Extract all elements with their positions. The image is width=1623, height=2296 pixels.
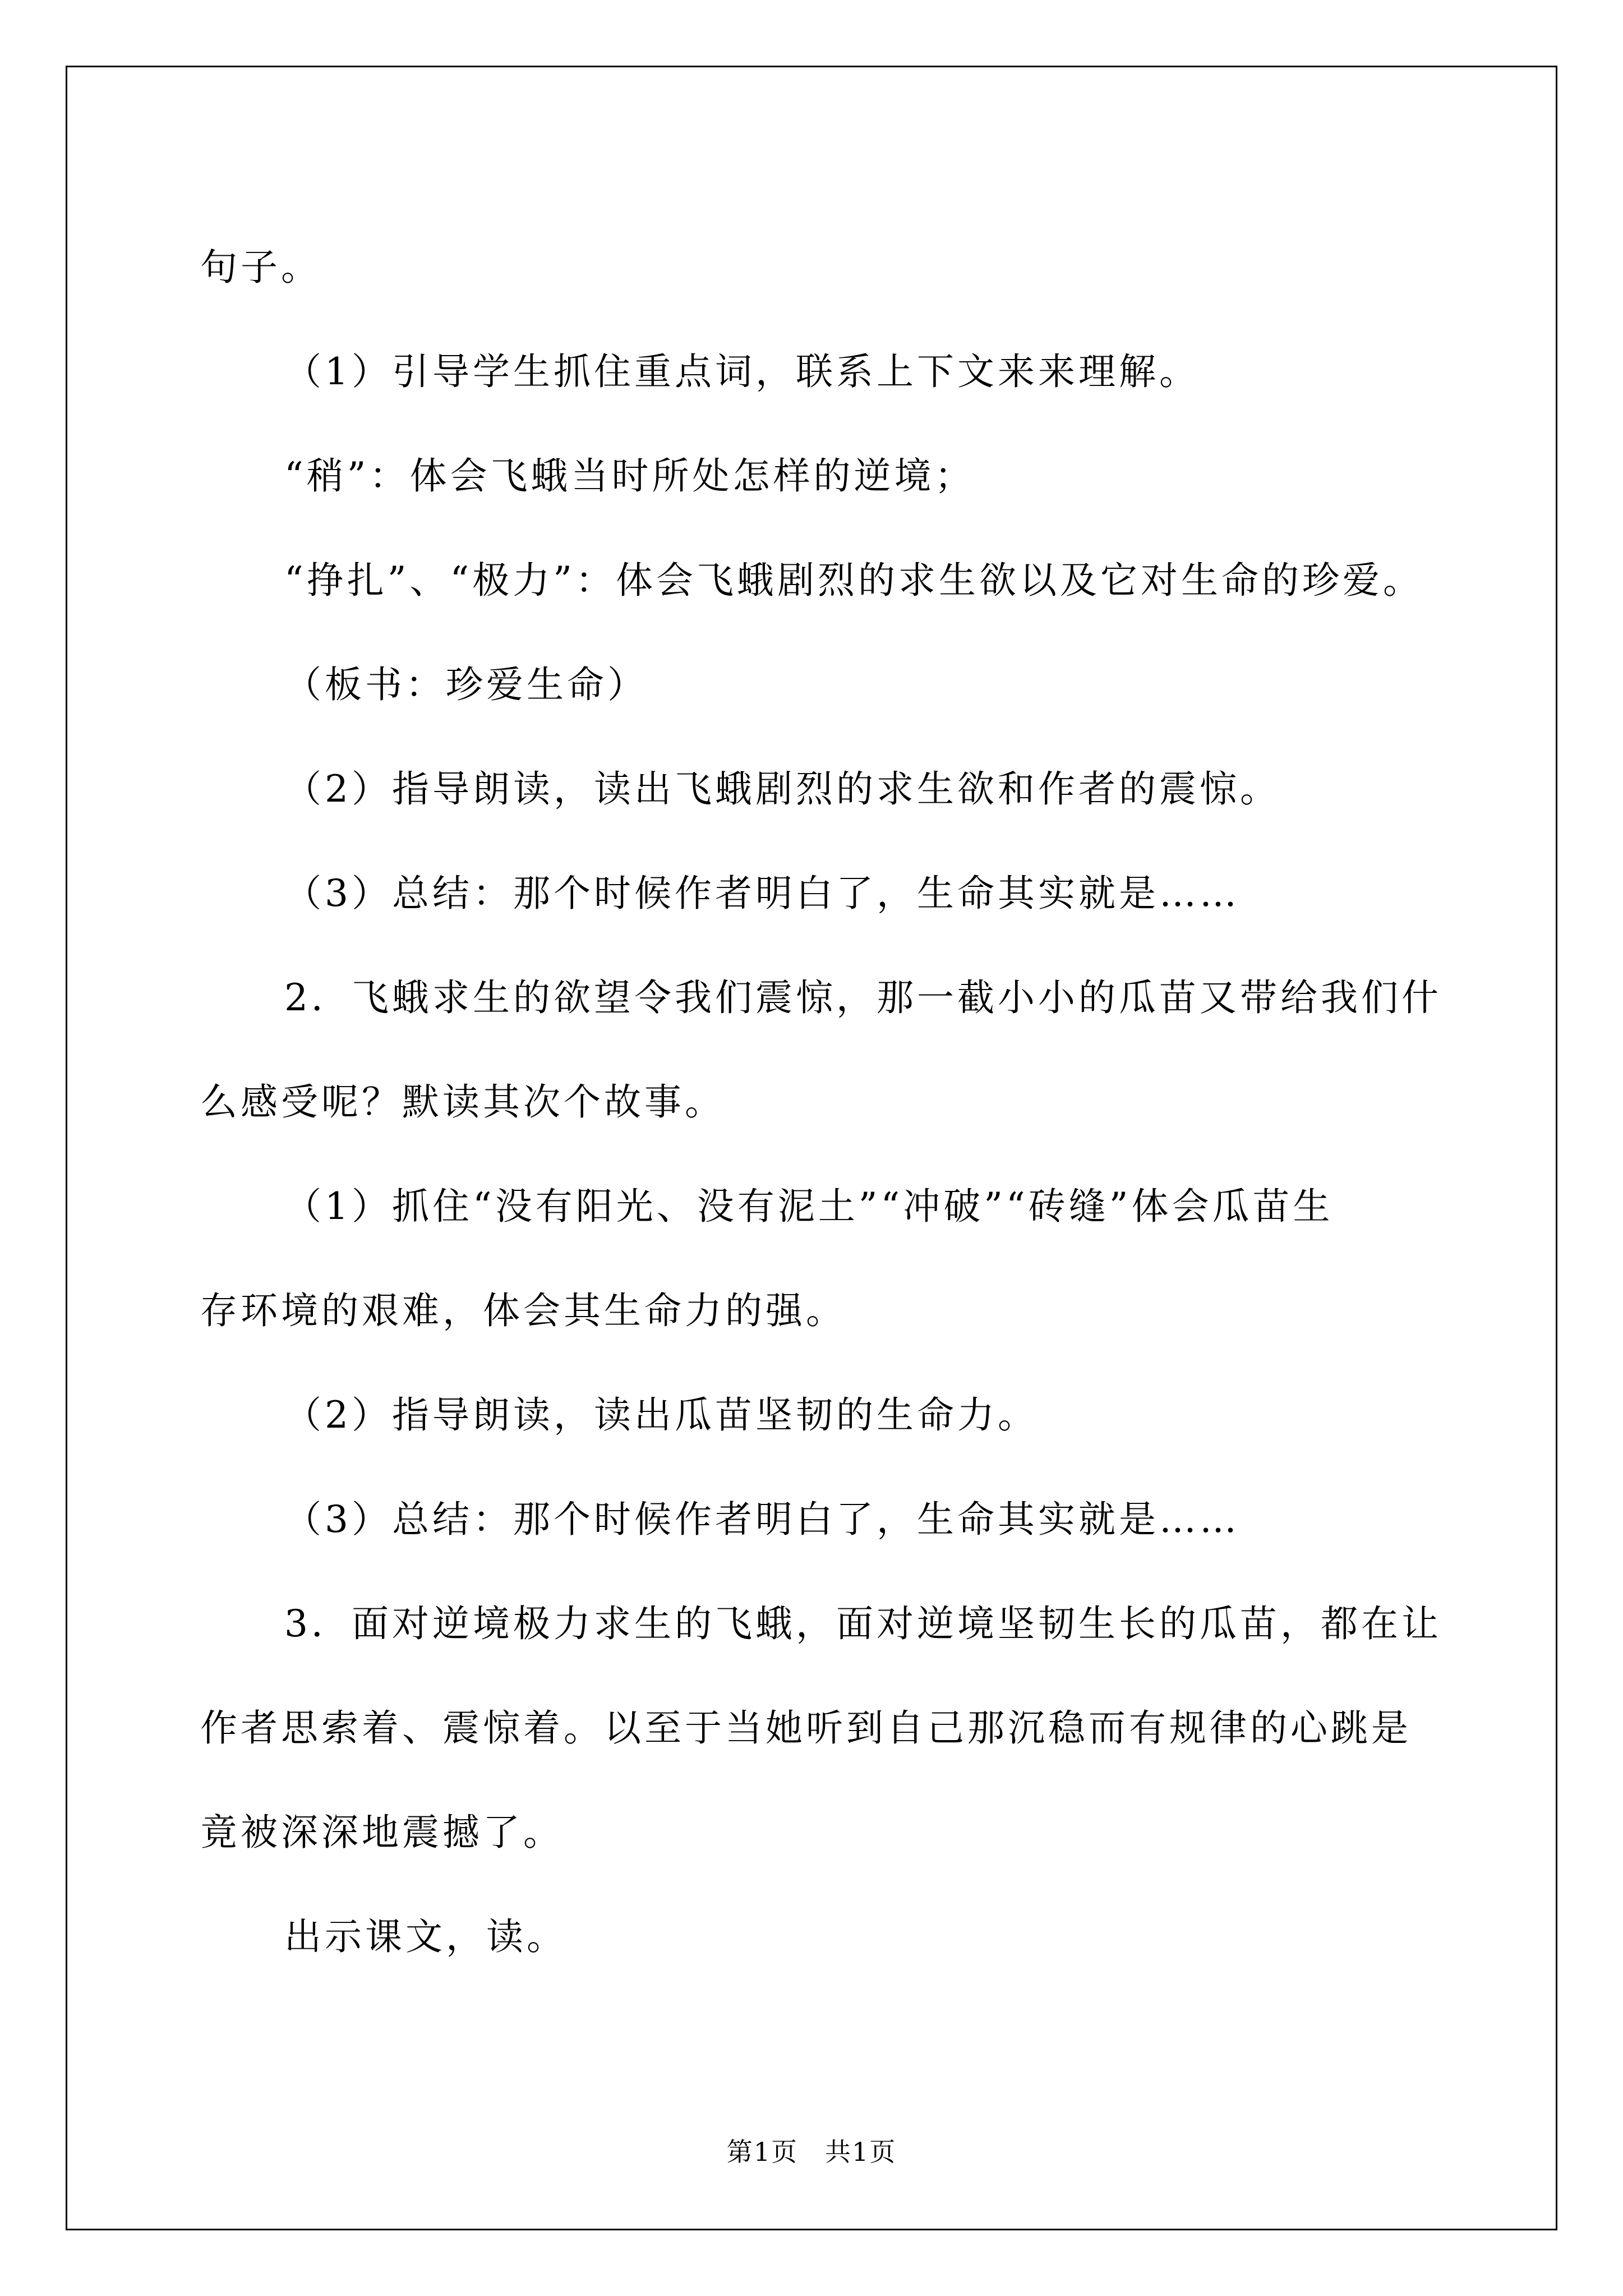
paragraph: （1）引导学生抓住重点词，联系上下文来来理解。 <box>284 350 1200 393</box>
paragraph: （2）指导朗读，读出飞蛾剧烈的求生欲和作者的震惊。 <box>284 767 1280 811</box>
paragraph: （3）总结：那个时候作者明白了，生命其实就是…… <box>284 1498 1240 1541</box>
paragraph: 竟被深深地震撼了。 <box>200 1811 564 1854</box>
paragraph: （板书：珍爱生命） <box>284 663 648 706</box>
document-body <box>200 215 1442 1989</box>
paragraph: 出示课文，读。 <box>284 1915 567 1958</box>
paragraph: 作者思索着、震惊着。以至于当她听到自己那沉稳而有规律的心跳是 <box>200 1706 1412 1750</box>
paragraph: 句子。 <box>200 246 321 289</box>
paragraph: 2．飞蛾求生的欲望令我们震惊，那一截小小的瓜苗又带给我们什 <box>284 976 1442 1019</box>
paragraph: 3．面对逆境极力求生的飞蛾，面对逆境坚韧生长的瓜苗，都在让 <box>284 1602 1442 1645</box>
page-number-footer: 第1页 共1页 <box>726 2137 897 2167</box>
paragraph: （1）抓住“没有阳光、没有泥土”“冲破”“砖缝”体会瓜苗生 <box>284 1185 1334 1228</box>
paragraph: （3）总结：那个时候作者明白了，生命其实就是…… <box>284 872 1240 915</box>
paragraph: 存环境的艰难，体会其生命力的强。 <box>200 1289 846 1332</box>
paragraph: （2）指导朗读，读出瓜苗坚韧的生命力。 <box>284 1393 1038 1437</box>
paragraph: “稍”：体会飞蛾当时所处怎样的逆境； <box>284 454 975 498</box>
paragraph: 么感受呢？默读其次个故事。 <box>200 1080 725 1124</box>
paragraph: “挣扎”、“极力”：体会飞蛾剧烈的求生欲以及它对生命的珍爱。 <box>284 559 1423 602</box>
